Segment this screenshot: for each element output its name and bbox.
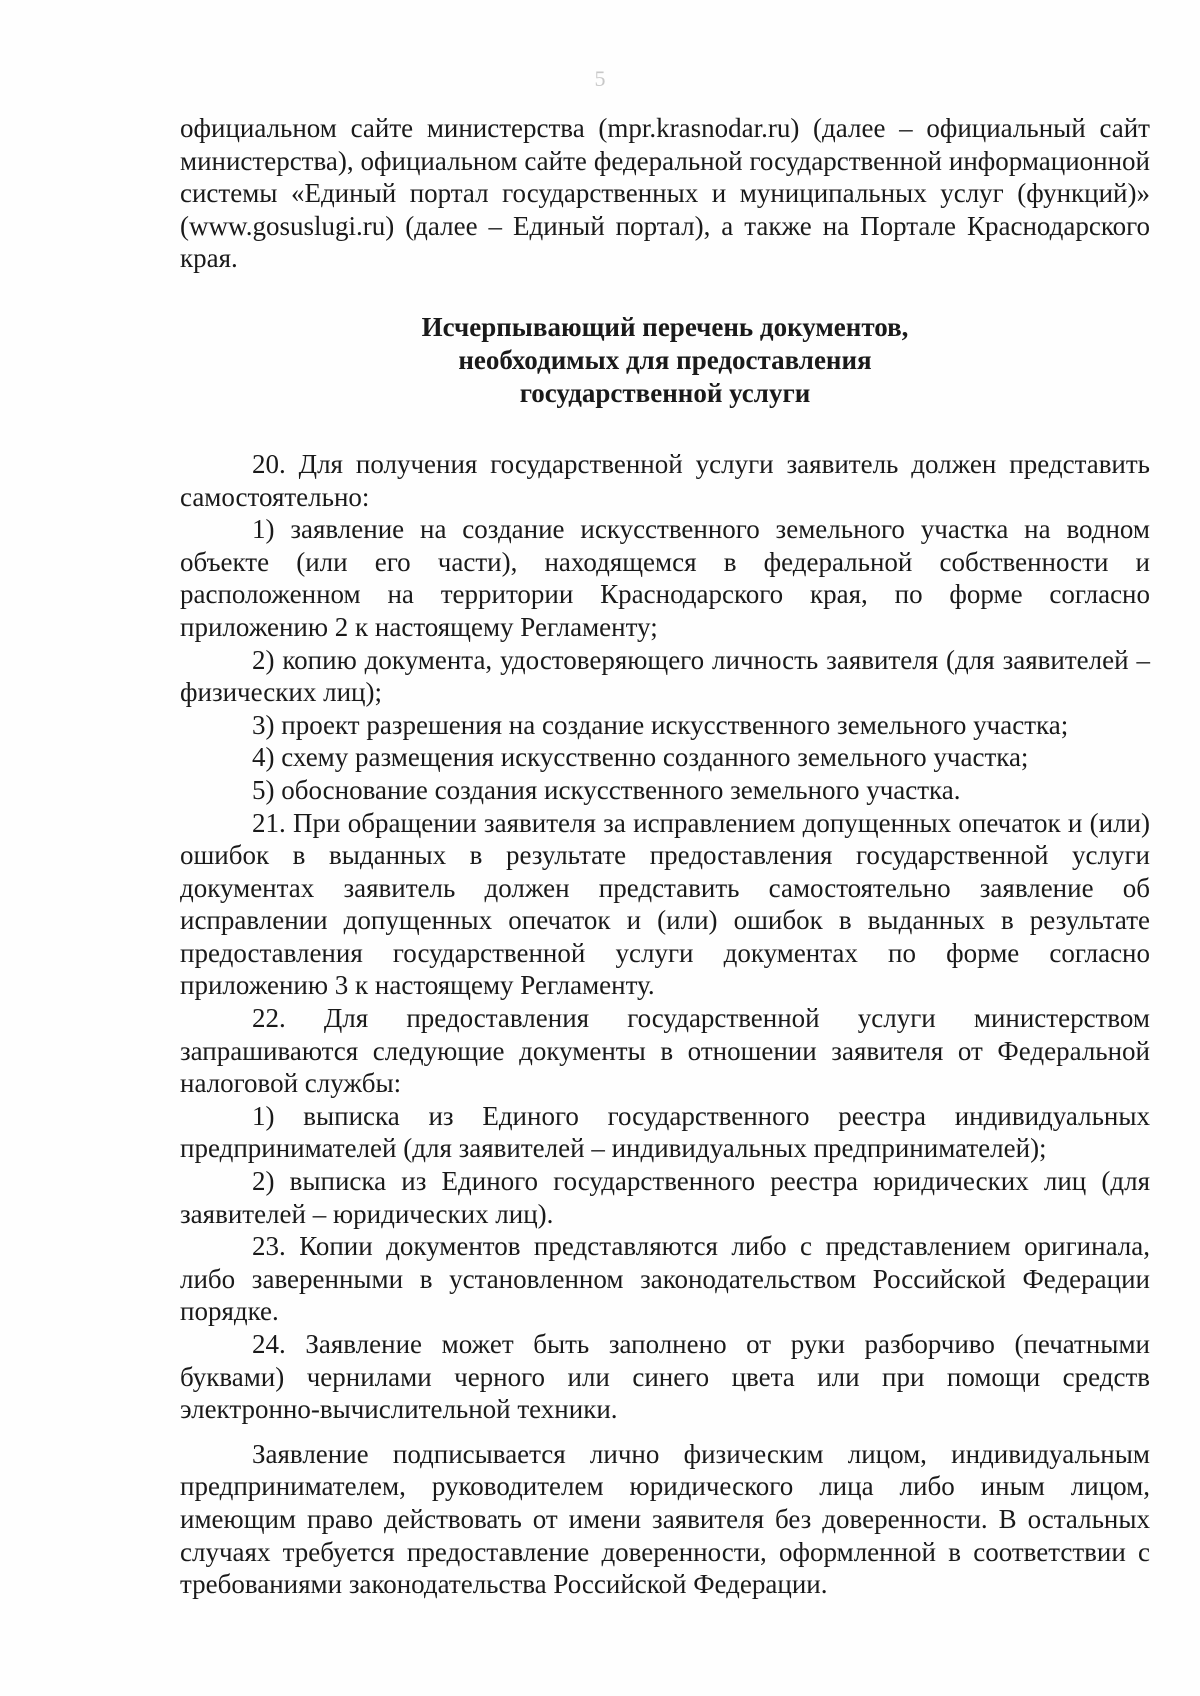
signature-paragraph: Заявление подписывается лично физическим лицом, индивидуальным предпринимателем, руководителем юридического лица либо иным лицом, имеющим право действовать от имени заявителя без доверенности. В остальных случаях требуется предоставление доверенности, оформленной в соответствии с требованиями законодательства Российской Федерации.	[180, 1438, 1150, 1600]
list-item-4: 4) схему размещения искусственно созданного земельного участка;	[252, 742, 1029, 773]
paragraph-21: 21. При обращении заявителя за исправлением допущенных опечаток и (или) ошибок в выданных в результате предоставления государственной услуги документах заявитель должен представить самостоятельно заявление об исправлении допущенных опечаток и (или) ошибок в выданных в результате предоставления государственной услуги документах по форме согласно приложению 3 к настоящему Регламенту.	[180, 807, 1150, 1001]
section-heading-line: необходимых для предоставления	[458, 344, 872, 375]
list-item-5: 5) обоснование создания искусственного земельного участка.	[252, 774, 961, 805]
section-heading-line: Исчерпывающий перечень документов,	[421, 311, 909, 342]
document-body	[180, 112, 1150, 1601]
paragraph-24: 24. Заявление может быть заполнено от руки разборчиво (печатными буквами) чернилами черного или синего цвета или при помощи средств электронно-вычислительной техники.	[180, 1329, 1150, 1425]
page-number: 5	[594, 66, 606, 91]
intro-paragraph: официальном сайте министерства (mpr.krasnodar.ru) (далее – официальный сайт министерства), официальном сайте федеральной государственной информационной системы «Единый портал государственных и муниципальных услуг (функций)» (www.gosuslugi.ru) (далее – Единый портал), а также на Портале Краснодарского края.	[180, 113, 1150, 274]
section-heading-line: государственной услуги	[519, 377, 811, 408]
paragraph-23: 23. Копии документов представляются либо с представлением оригинала, либо заверенными в установленном законодательством Российской Федерации порядке.	[180, 1231, 1150, 1327]
list-item-1: 1) заявление на создание искусственного земельного участка на водном объекте (или его части), находящемся в федеральной собственности и расположенном на территории Краснодарского края, по форме согласно приложению 2 к настоящему Регламенту;	[180, 514, 1150, 642]
section-heading	[180, 311, 1150, 410]
paragraph-22: 22. Для предоставления государственной услуги министерством запрашиваются следующие документы в отношении заявителя от Федеральной налоговой службы:	[180, 1003, 1150, 1099]
paragraph-20: 20. Для получения государственной услуги заявитель должен представить самостоятельно:	[180, 448, 1150, 512]
list-item-3: 3) проект разрешения на создание искусственного земельного участка;	[252, 709, 1069, 740]
list-item-2: 2) копию документа, удостоверяющего личность заявителя (для заявителей – физических лиц);	[180, 644, 1150, 708]
list-item-1: 1) выписка из Единого государственного реестра индивидуальных предпринимателей (для заявителей – индивидуальных предпринимателей);	[180, 1100, 1150, 1164]
list-item-2: 2) выписка из Единого государственного реестра юридических лиц (для заявителей – юридических лиц).	[180, 1166, 1150, 1229]
